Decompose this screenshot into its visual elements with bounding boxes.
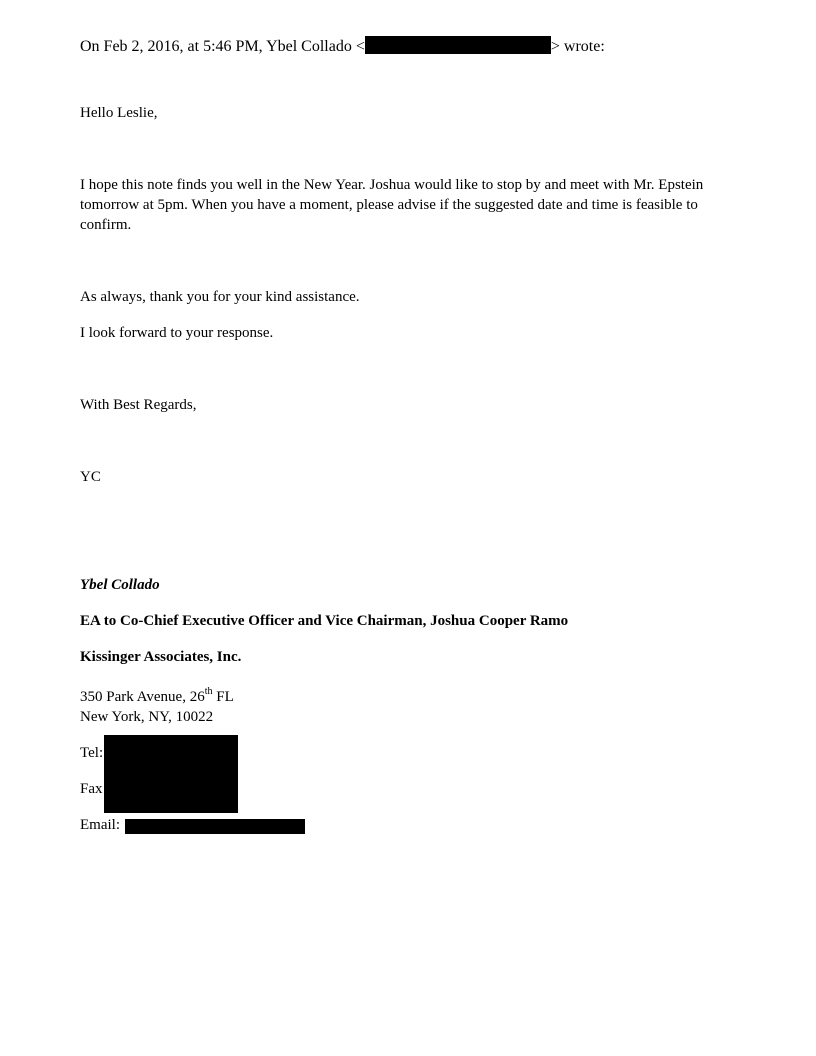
email-header-line: [80, 36, 605, 56]
header-suffix: > wrote:: [550, 38, 605, 55]
message-paragraph-2: As always, thank you for your kind assistance.: [80, 289, 360, 305]
signature-address-line-2: New York, NY, 10022: [80, 709, 214, 725]
header-prefix: On Feb 2, 2016, at 5:46 PM, Ybel Collado <: [80, 38, 365, 55]
address-line-1-main: 350 Park Avenue, 26: [80, 689, 205, 705]
address-line-1-ordinal: th: [204, 686, 213, 697]
greeting: Hello Leslie,: [80, 105, 158, 121]
signature-name: Ybel Collado: [80, 577, 160, 593]
address-line-1-suffix: FL: [212, 689, 234, 705]
tel-label: Tel:: [80, 745, 104, 761]
message-paragraph-1: I hope this note finds you well in the New Year. Joshua would like to stop by and meet with Mr. Epstein tomorrow at 5pm. When you have a moment, please advise if the suggested date and time is feasible to confirm.: [80, 177, 704, 233]
message-paragraph-3: I look forward to your response.: [80, 325, 274, 341]
redacted-email-address: [365, 36, 551, 54]
initials: YC: [80, 469, 101, 485]
email-label: Email:: [80, 817, 120, 833]
signature-company: Kissinger Associates, Inc.: [80, 649, 242, 665]
signature-address-line-1: [80, 687, 234, 707]
closing: With Best Regards,: [80, 397, 197, 413]
redacted-phone-fax-block: [104, 735, 238, 813]
fax-label: Fax: [80, 781, 103, 797]
redacted-email-block: [125, 819, 305, 834]
signature-title: EA to Co-Chief Executive Officer and Vice Chairman, Joshua Cooper Ramo: [80, 613, 569, 629]
